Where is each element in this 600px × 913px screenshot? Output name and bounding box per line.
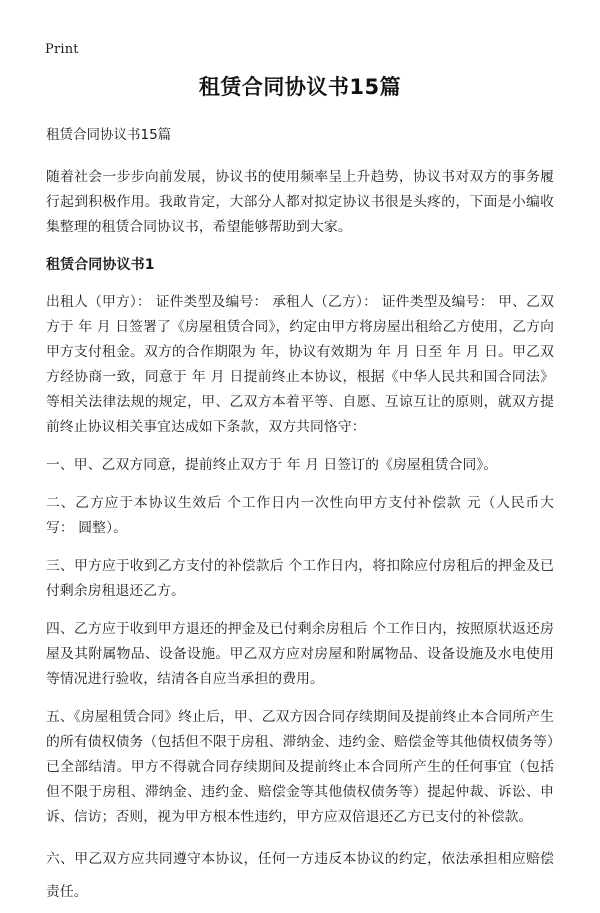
clause-item: 三、甲方应于收到乙方支付的补偿款后 个工作日内，将扣除应付房租后的押金及已付剩余房租退还乙方。	[46, 557, 554, 599]
intro-paragraph: 随着社会一步步向前发展，协议书的使用频率呈上升趋势，协议书对双方的事务履行起到积极作用。我敢肯定，大部分人都对拟定协议书很是头疼的，下面是小编收集整理的租赁合同协议书，希望能够帮助到大家。	[46, 168, 554, 235]
clause-item: 一、甲、乙双方同意，提前终止双方于 年 月 日签订的《房屋租赁合同》。	[46, 456, 498, 473]
clause-item: 二、乙方应于本协议生效后 个工作日内一次性向甲方支付补偿款 元（人民币大写： 圆整）。	[46, 494, 554, 536]
document-content	[46, 74, 554, 913]
section-heading: 租赁合同协议书1	[46, 256, 155, 273]
preamble-paragraph: 出租人（甲方）： 证件类型及编号： 承租人（乙方）： 证件类型及编号： 甲、乙双方于 年 月 日签署了《房屋租赁合同》，约定由甲方将房屋出租给乙方使用，乙方向甲方支付租金。双方的合作期限为 年，协议有效期为 年 月 日至 年 月 日。甲乙双方经协商一致，同意于 年 月 日提前终止本协议，根据《中华人民共和国合同法》等相关法律法规的规定，甲、乙双方本着平等、自愿、互谅互让的原则，就双方提前终止协议相关事宜达成如下条款，双方共同恪守：	[46, 293, 554, 435]
print-button[interactable]: Print	[45, 42, 79, 57]
clause-item: 五、《房屋租赁合同》终止后，甲、乙双方因合同存续期间及提前终止本合同所产生的所有债权债务（包括但不限于房租、滞纳金、违约金、赔偿金等其他债权债务等）已全部结清。甲方不得就合同存续期间及提前终止本合同所产生的任何事宜（包括但不限于房租、滞纳金、违约金、赔偿金等其他债权债务等）提起仲裁、诉讼、申诉、信访；否则，视为甲方根本性违约，甲方应双倍退还乙方已支付的补偿款。	[46, 708, 554, 825]
document-subtitle: 租赁合同协议书15篇	[46, 127, 172, 144]
page-title: 租赁合同协议书15篇	[198, 75, 402, 99]
clause-item: 四、乙方应于收到甲方退还的押金及已付剩余房租后 个工作日内，按照原状返还房屋及其附属物品、设备设施。甲乙双方应对房屋和附属物品、设备设施及水电使用等情况进行验收，结清各自应当承担的费用。	[46, 620, 554, 687]
clause-item: 六、甲乙双方应共同遵守本协议，任何一方违反本协议的约定，依法承担相应赔偿责任。	[46, 850, 554, 900]
